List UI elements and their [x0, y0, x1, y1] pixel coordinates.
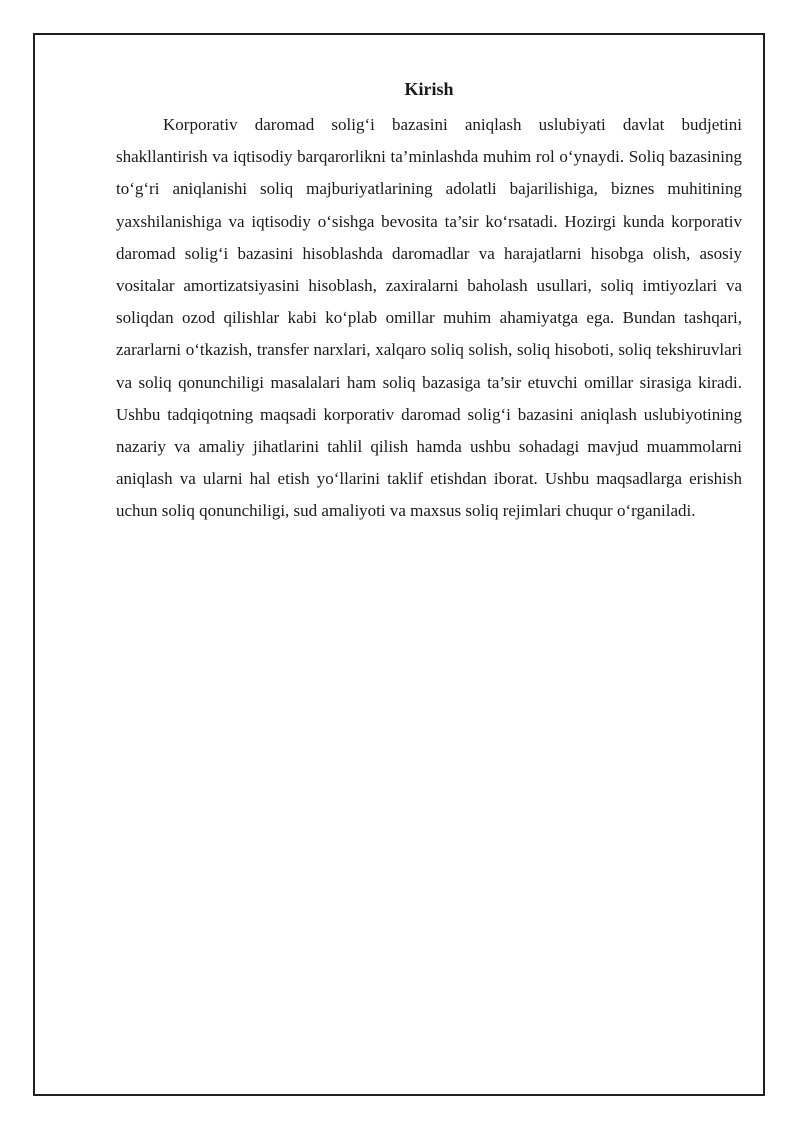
body-paragraph: Korporativ daromad solig‘i bazasini aniqlash uslubiyati davlat budjetini shakllantirish va iqtisodiy barqarorlikni ta’minlashda muhim rol o‘ynaydi. Soliq bazasining to‘g‘ri aniqlanishi soliq majburiyatlarining adolatli bajarilishiga, biznes muhitining yaxshilanishiga va iqtisodiy o‘sishga bevosita ta’sir ko‘rsatadi. Hozirgi kunda korporativ daromad solig‘i bazasini hisoblashda daromadlar va harajatlarni hisobga olish, asosiy vositalar amortizatsiyasini hisoblash, zaxiralarni baholash usullari, soliq imtiyozlari va soliqdan ozod qilishlar kabi ko‘plab omillar muhim ahamiyatga ega. Bundan tashqari, zararlarni o‘tkazish, transfer narxlari, xalqaro soliq solish, soliq hisoboti, soliq tekshiruvlari va soliq qonunchiligi masalalari ham soliq bazasiga ta’sir etuvchi omillar sirasiga kiradi. Ushbu tadqiqotning maqsadi korporativ daromad solig‘i bazasini aniqlash uslubiyotining nazariy va amaliy jihatlarini tahlil qilish hamda ushbu sohadagi mavjud muammolarni aniqlash va ularni hal etish yo‘llarini taklif etishdan iborat. Ushbu maqsadlarga erishish uchun soliq qonunchiligi, sud amaliyoti va maxsus soliq rejimlari chuqur o‘rganiladi. — [116, 115, 742, 521]
page-title: Kirish — [404, 79, 454, 99]
